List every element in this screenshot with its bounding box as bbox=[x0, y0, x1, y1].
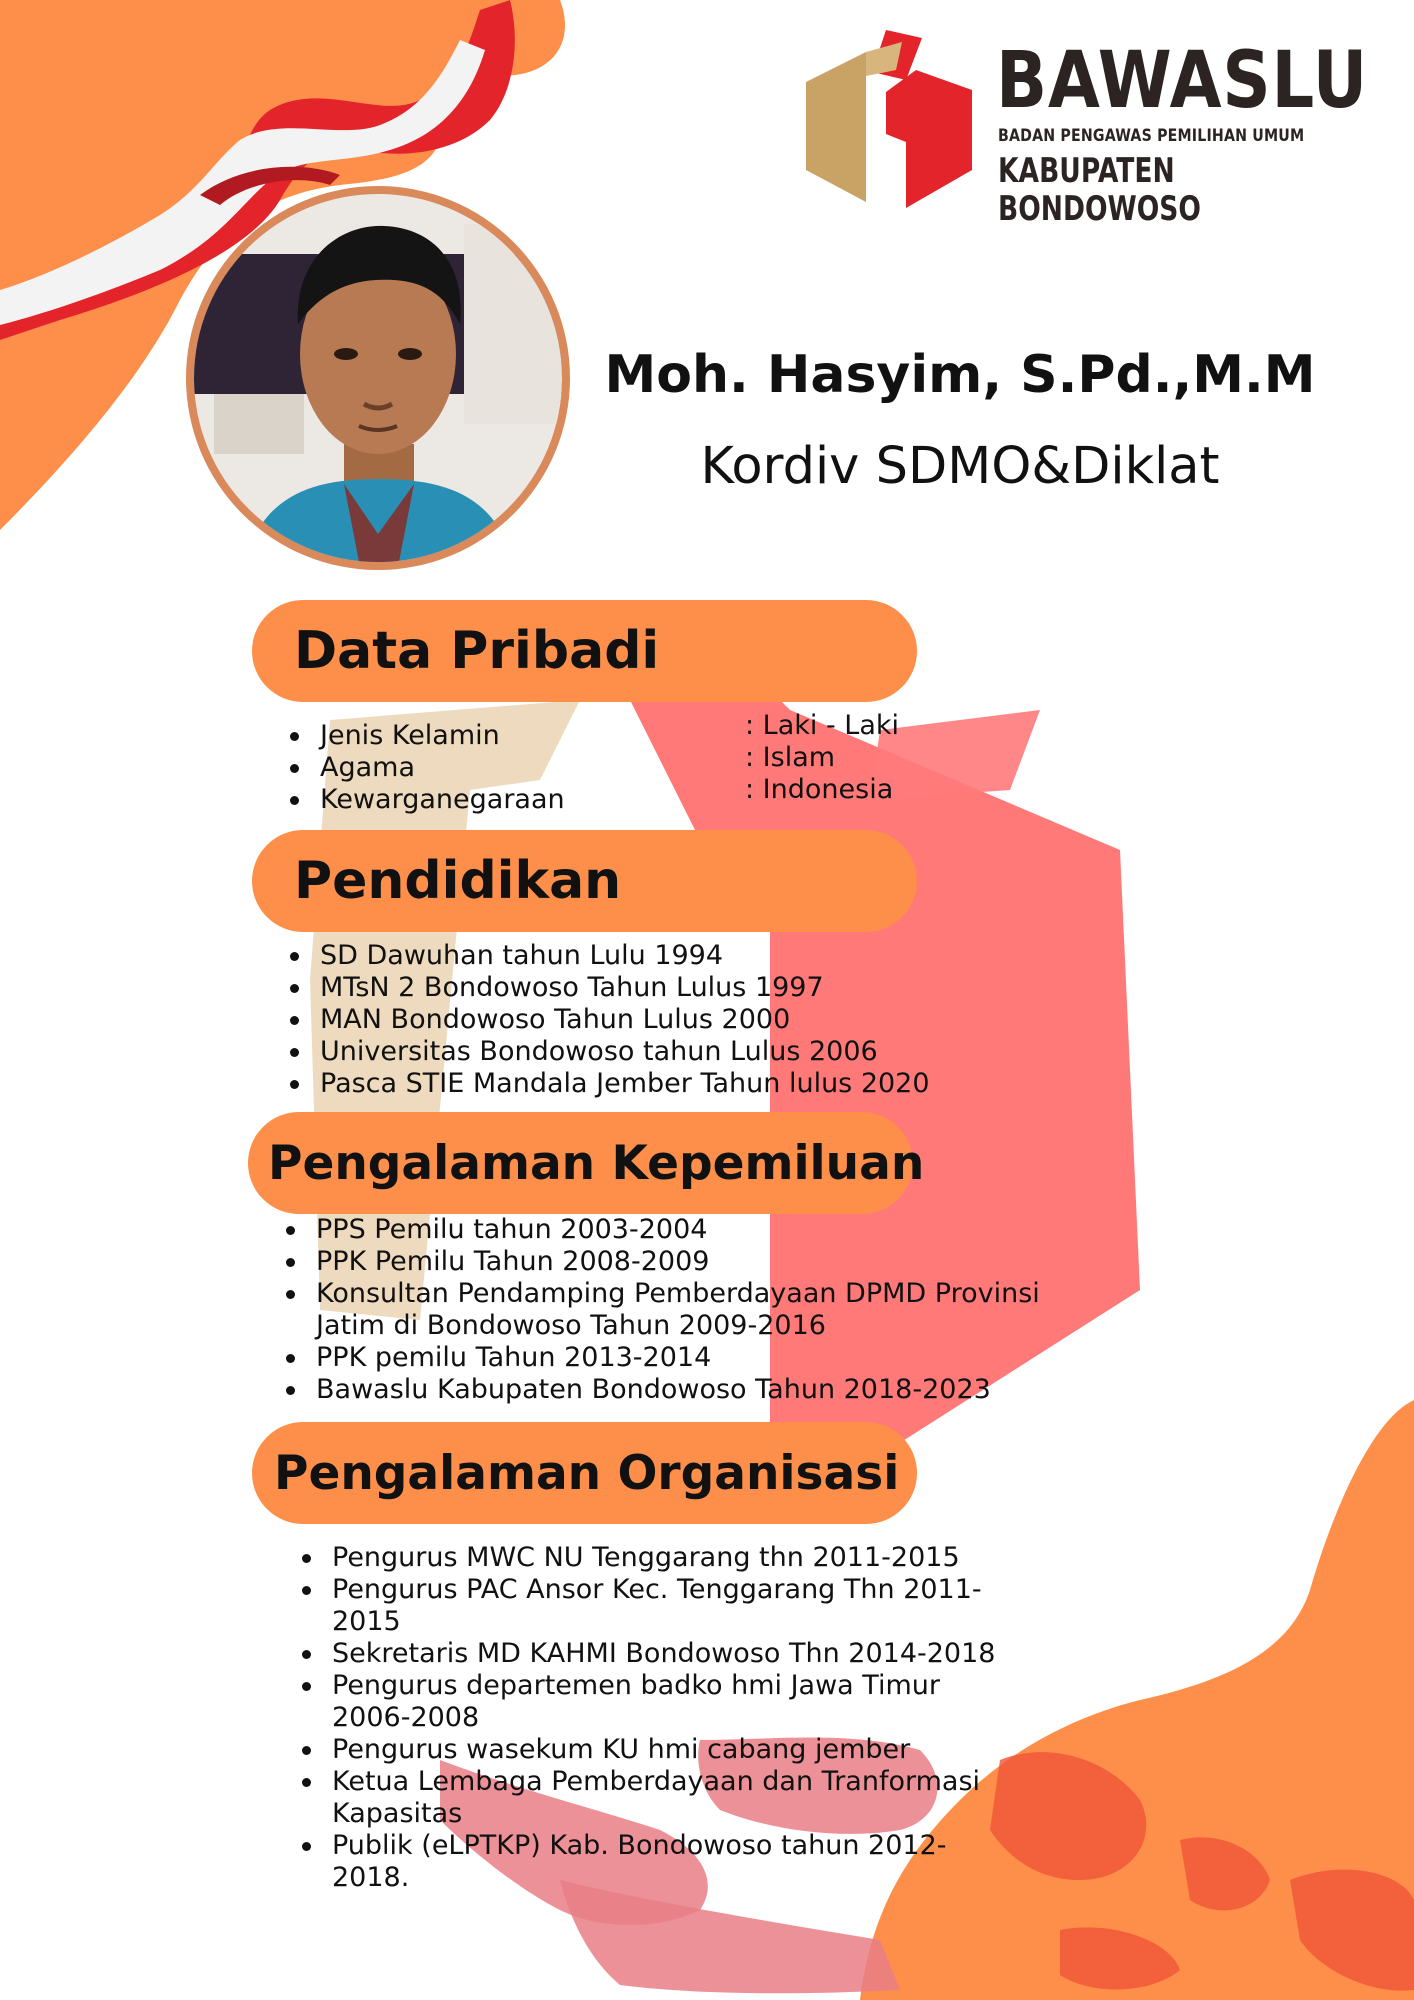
kepemiluan-list bbox=[282, 1214, 1042, 1406]
list-item: MTsN 2 Bondowoso Tahun Lulus 1997 bbox=[286, 972, 1046, 1004]
section-header-pendidikan bbox=[252, 830, 917, 932]
list-item: Pengurus MWC NU Tenggarang thn 2011-2015 bbox=[298, 1542, 998, 1574]
section-title: Pengalaman Organisasi bbox=[274, 1445, 900, 1501]
section-title: Pendidikan bbox=[294, 851, 622, 911]
data-pribadi-values bbox=[745, 710, 1045, 806]
logo-subtitle: BADAN PENGAWAS PEMILIHAN UMUM bbox=[998, 126, 1305, 145]
list-item: PPK Pemilu Tahun 2008-2009 bbox=[282, 1246, 1042, 1278]
data-pribadi-labels bbox=[286, 720, 726, 816]
list-item: Agama bbox=[286, 752, 726, 784]
list-item: Kewarganegaraan bbox=[286, 784, 726, 816]
list-item: MAN Bondowoso Tahun Lulus 2000 bbox=[286, 1004, 1046, 1036]
logo-region: KABUPATEN BONDOWOSO bbox=[998, 151, 1201, 229]
list-item: PPK pemilu Tahun 2013-2014 bbox=[282, 1342, 1042, 1374]
list-item: Konsultan Pendamping Pemberdayaan DPMD Provinsi Jatim di Bondowoso Tahun 2009-2016 bbox=[282, 1278, 1042, 1342]
person-portrait-icon bbox=[194, 194, 562, 562]
section-header-organisasi bbox=[252, 1422, 917, 1524]
bawaslu-logo-icon bbox=[806, 30, 972, 210]
list-item: Publik (eLPTKP) Kab. Bondowoso tahun 2012-2018. bbox=[298, 1830, 998, 1894]
profile-photo bbox=[186, 186, 570, 570]
list-item: Ketua Lembaga Pemberdayaan dan Tranformasi Kapasitas bbox=[298, 1766, 998, 1830]
list-item-value: : Indonesia bbox=[745, 774, 894, 805]
logo-title: BAWASLU bbox=[996, 36, 1369, 126]
person-name: Moh. Hasyim, S.Pd.,M.M bbox=[604, 345, 1316, 405]
list-item: Pengurus PAC Ansor Kec. Tenggarang Thn 2011-2015 bbox=[298, 1574, 998, 1638]
list-item: Pengurus departemen badko hmi Jawa Timur 2006-2008 bbox=[298, 1670, 998, 1734]
list-item-value: : Laki - Laki bbox=[745, 710, 900, 741]
section-header-kepemiluan bbox=[248, 1112, 925, 1214]
list-item: Pasca STIE Mandala Jember Tahun lulus 2020 bbox=[286, 1068, 1046, 1100]
list-item: Universitas Bondowoso tahun Lulus 2006 bbox=[286, 1036, 1046, 1068]
list-item-value: : Islam bbox=[745, 742, 836, 773]
organisasi-list bbox=[298, 1542, 998, 1894]
pendidikan-list bbox=[286, 940, 1046, 1100]
section-title: Pengalaman Kepemiluan bbox=[268, 1135, 925, 1191]
section-header-data-pribadi bbox=[252, 600, 917, 702]
list-item: Pengurus wasekum KU hmi cabang jember bbox=[298, 1734, 998, 1766]
list-item: SD Dawuhan tahun Lulu 1994 bbox=[286, 940, 1046, 972]
section-title: Data Pribadi bbox=[294, 621, 660, 681]
list-item: PPS Pemilu tahun 2003-2004 bbox=[282, 1214, 1042, 1246]
list-item: Sekretaris MD KAHMI Bondowoso Thn 2014-2018 bbox=[298, 1638, 998, 1670]
list-item: Bawaslu Kabupaten Bondowoso Tahun 2018-2023 bbox=[282, 1374, 1042, 1406]
list-item: Jenis Kelamin bbox=[286, 720, 726, 752]
person-role: Kordiv SDMO&Diklat bbox=[700, 437, 1220, 496]
